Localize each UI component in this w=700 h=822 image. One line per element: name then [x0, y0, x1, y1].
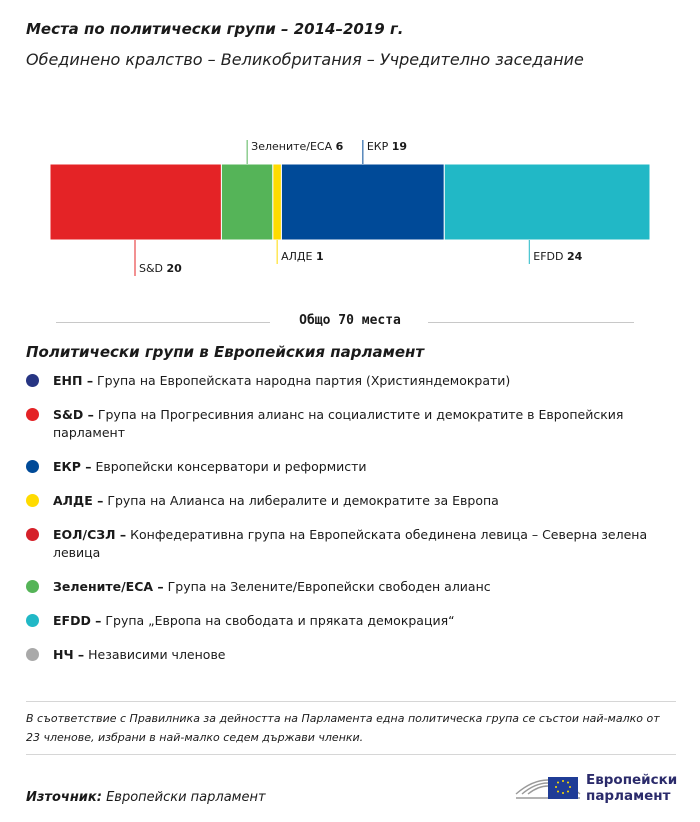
legend-title: Политически групи в Европейския парламент: [26, 343, 425, 361]
legend-item-text: [53, 612, 663, 630]
bar-segment-1: [221, 164, 272, 240]
legend-dot-icon: [26, 374, 39, 387]
legend-description: Конфедеративна група на Европейската обединена левица – Северна зелена левица: [53, 527, 648, 560]
legend-description: Група на Зелените/Европейски свободен алианс: [163, 579, 491, 594]
legend-description: Независими членове: [84, 647, 226, 662]
source-line: Източник: Европейски парламент: [26, 790, 266, 805]
legend-abbr: S&D –: [53, 407, 94, 422]
legend-abbr: EFDD –: [53, 613, 102, 628]
legend-description: Група „Европа на свободата и пряката демокрация“: [101, 613, 455, 628]
total-seats-label: Общо 70 места: [0, 313, 700, 328]
footer-rule-bottom: [26, 754, 676, 755]
legend-item-text: [53, 526, 663, 562]
bar-segment-4: [444, 164, 650, 240]
legend-description: Група на Европейската народна партия (Християндемократи): [93, 373, 511, 388]
bar-label-0: S&D 20: [139, 262, 182, 275]
legend-abbr: ЕКР –: [53, 459, 92, 474]
seat-bar-chart: [0, 130, 700, 290]
bar-segment-2: [273, 164, 282, 240]
legend-dot-icon: [26, 614, 39, 627]
legend-dot-icon: [26, 494, 39, 507]
bar-label-3: ЕКР 19: [366, 140, 408, 153]
legend-dot-icon: [26, 460, 39, 473]
legend-dot-icon: [26, 648, 39, 661]
bar-label-1: Зелените/ЕСА 6: [251, 140, 344, 153]
bar-label-2: АЛДЕ 1: [281, 250, 324, 263]
legend-item-text: [53, 372, 663, 390]
legend-dot-icon: [26, 408, 39, 421]
legend-dot-icon: [26, 580, 39, 593]
legend-description: Група на Прогресивния алианс на социалистите и демократите в Европейския парламент: [53, 407, 624, 440]
ep-logo-text: Европейски парламент: [586, 772, 678, 804]
legend-item-text: [53, 458, 663, 476]
legend-item-text: [53, 492, 663, 510]
bar-segment-3: [281, 164, 444, 240]
legend-abbr: ЕОЛ/СЗЛ –: [53, 527, 127, 542]
legend-abbr: ЕНП –: [53, 373, 94, 388]
chart-title: Места по политически групи – 2014–2019 г.: [26, 20, 404, 38]
legend-abbr: АЛДЕ –: [53, 493, 104, 508]
bar-segment-0: [50, 164, 221, 240]
legend-dot-icon: [26, 528, 39, 541]
chart-subtitle: Обединено кралство – Великобритания – Учредително заседание: [26, 50, 584, 69]
legend-item-text: [53, 406, 663, 442]
legend-abbr: НЧ –: [53, 647, 85, 662]
footnote: В съответствие с Правилника за дейността на Парламента една политическа група се състои най-малко от 23 членове, избрани в най-малко седем държави членки.: [26, 712, 660, 744]
legend-item-text: [53, 578, 663, 596]
legend-description: Група на Алианса на либералите и демократите за Европа: [103, 493, 499, 508]
footer-rule-top: [26, 701, 676, 702]
legend-description: Европейски консерватори и реформисти: [91, 459, 367, 474]
bar-label-4: EFDD 24: [533, 250, 583, 263]
legend-abbr: Зелените/ЕСА –: [53, 579, 164, 594]
legend-item-text: [53, 646, 663, 664]
